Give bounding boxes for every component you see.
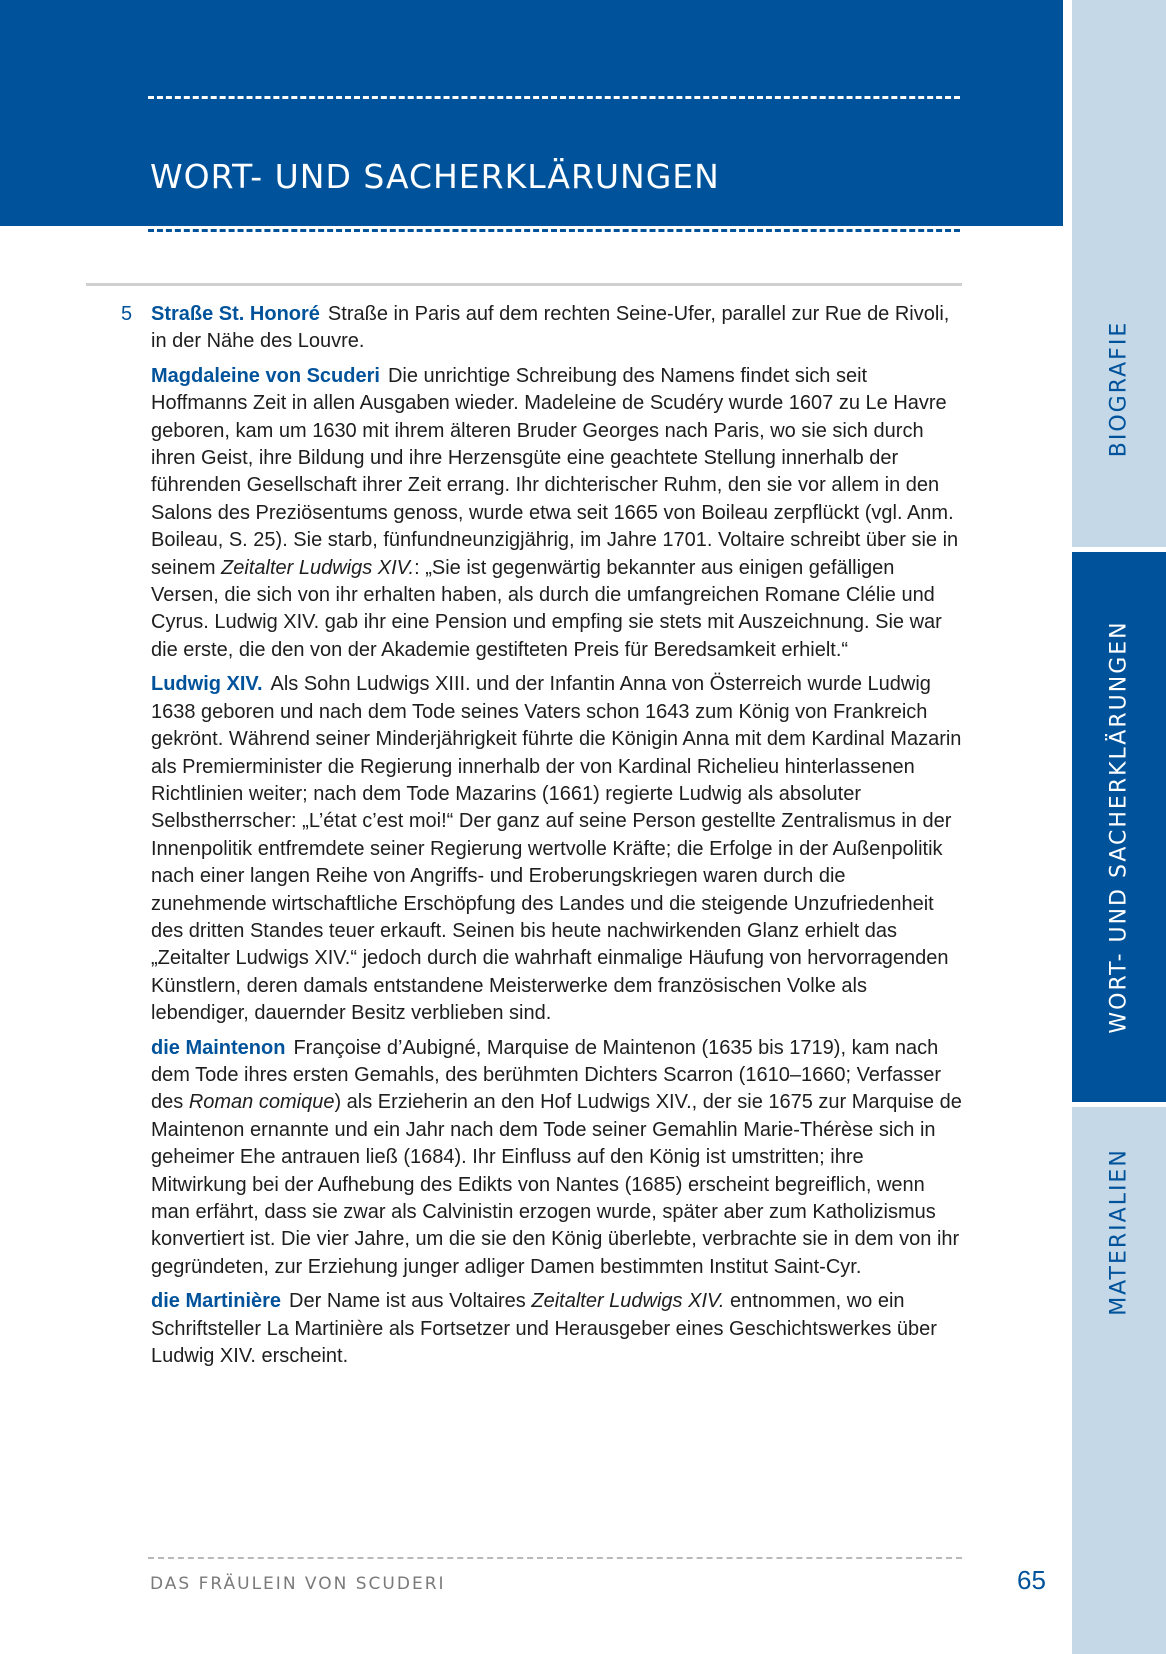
definition-text: entnommen, wo ein Schriftsteller La Martinière als Fortsetzer und Herausgeber eines Geschichtswerkes über Ludwig XIV. erscheint. <box>151 1290 937 1368</box>
work-title: Zeitalter Ludwigs XIV. <box>531 1290 725 1313</box>
glossary-term: Magdaleine von Scuderi <box>151 364 380 387</box>
definition-text: ) als Erzieherin an den Hof Ludwigs XIV., der sie 1675 zur Marquise de Maintenon ernannte und ein Jahr nach dem Tode seiner Gemahlin Marie-Thérèse sich in geheimer Ehe antrauen ließ (1684). Ihr Einfluss auf den König ist umstritten; ihre Mitwirkung bei der Aufhebung des Edikts von Nantes (1685) erscheint begreiflich, wenn man erfährt, dass sie zwar als Calvinistin erzogen wurde, später aber zum Katholizismus konvertiert ist. Die vier Jahre, um die sie den König überlebte, verbrachte sie in dem von ihr gegründeten, zur Erziehung junger adliger Damen bestimmten Institut Saint-Cyr. <box>151 1091 962 1278</box>
glossary-entry <box>151 671 963 1027</box>
definition-text: Die unrichtige Schreibung des Namens findet sich seit Hoffmanns Zeit in allen Ausgaben wieder. Madeleine de Scudéry wurde 1607 zu Le Havre geboren, kam um 1630 mit ihrem älteren Bruder Georges nach Paris, wo sie sich durch ihren Geist, ihre Bildung und ihre Herzensgüte eine geachtete Stellung innerhalb der führenden Gesellschaft ihrer Zeit errang. Ihr dichterischer Ruhm, den sie vor allem in den Salons des Preziösentums genoss, wurde etwa seit 1665 von Boileau zerpflückt (vgl. Anm. Boileau, S. 25). Sie starb, fünfundneunzigjährig, im Jahre 1701. Voltaire schreibt über sie in seinem <box>151 364 959 579</box>
definition-text: Der Name ist aus Voltaires <box>289 1290 532 1313</box>
glossary-entry <box>151 1288 963 1370</box>
glossary-entry <box>151 1035 963 1282</box>
footer-book-title: DAS FRÄULEIN VON SCUDERI <box>150 1574 446 1594</box>
tab-label: MATERIALIEN <box>1106 1148 1132 1316</box>
glossary-entry <box>151 363 963 664</box>
glossary-entry <box>121 301 963 356</box>
glossary-term: die Martinière <box>151 1290 282 1313</box>
chapter-header <box>0 0 1063 226</box>
glossary-term: Ludwig XIV. <box>151 673 263 696</box>
work-title: Zeitalter Ludwigs XIV. <box>221 556 415 579</box>
tab-label: BIOGRAFIE <box>1106 320 1132 457</box>
tab-materialien[interactable] <box>1072 1107 1166 1357</box>
tab-label: WORT- UND SACHERKLÄRUNGEN <box>1106 620 1132 1034</box>
glossary-term: die Maintenon <box>151 1036 286 1059</box>
header-dashed-line-top <box>148 96 960 99</box>
footer-dashed-line <box>148 1557 962 1559</box>
work-title: Roman comique <box>188 1091 335 1114</box>
content-divider <box>86 283 962 286</box>
tab-wort-und-sacherklaerungen[interactable] <box>1072 552 1166 1102</box>
chapter-title: WORT- UND SACHERKLÄRUNGEN <box>150 157 720 196</box>
page-number: 65 <box>1017 1565 1046 1595</box>
definition-text: : „Sie ist gegenwärtig bekannter aus einigen gefälligen Versen, die sich von ihr erhalten haben, als durch die umfangreichen Romane Clélie und Cyrus. Ludwig XIV. gab ihr eine Pension und empfing sie stets mit Auszeichnung. Sie war die erste, die den von der Akademie gestifteten Preis für Beredsamkeit erhielt.“ <box>151 556 942 661</box>
line-number: 5 <box>121 303 133 325</box>
definition-text: Françoise d’Aubigné, Marquise de Maintenon (1635 bis 1719), kam nach dem Tode ihres ersten Gemahls, des berühmten Dichters Scarron (1610–1660; Verfasser des <box>151 1036 942 1114</box>
header-dashed-line-bottom <box>148 229 960 232</box>
definition-text: Als Sohn Ludwigs XIII. und der Infantin Anna von Österreich wurde Ludwig 1638 geboren und nach dem Tode seines Vaters schon 1643 zum König von Frankreich gekrönt. Während seiner Minderjährigkeit führte die Königin Anna mit dem Kardinal Mazarin als Premierminister die Regierung innerhalb der von Kardinal Richelieu hinterlassenen Richtlinien weiter; nach dem Tode Mazarins (1661) regierte Ludwig als absoluter Selbstherrscher: „L’état c’est moi!“ Der ganz auf seine Person gestellte Zentralismus in der Innenpolitik entfremdete seiner Regierung wertvolle Kräfte; die Erfolge in der Außenpolitik nach einer langen Reihe von Angriffs- und Eroberungskriegen waren durch die zunehmende wirtschaftliche Erschöpfung des Landes und die steigende Unzufriedenheit des dritten Standes teuer erkauft. Seinen bis heute nachwirkenden Glanz erhielt das „Zeitalter Ludwigs XIV.“ jedoch durch die wahrhaft einmalige Häufung von hervorragenden Künstlern, deren damals entstandene Meisterwerke dem französischen Volke als lebendiger, dauernder Besitz verblieben sind. <box>151 673 962 1025</box>
glossary-entries <box>121 301 963 1377</box>
glossary-term: Straße St. Honoré <box>151 303 320 325</box>
definition-text: Straße in Paris auf dem rechten Seine-Ufer, parallel zur Rue de Rivoli, in der Nähe des Louvre. <box>151 303 950 353</box>
tab-biografie[interactable] <box>1072 230 1166 547</box>
